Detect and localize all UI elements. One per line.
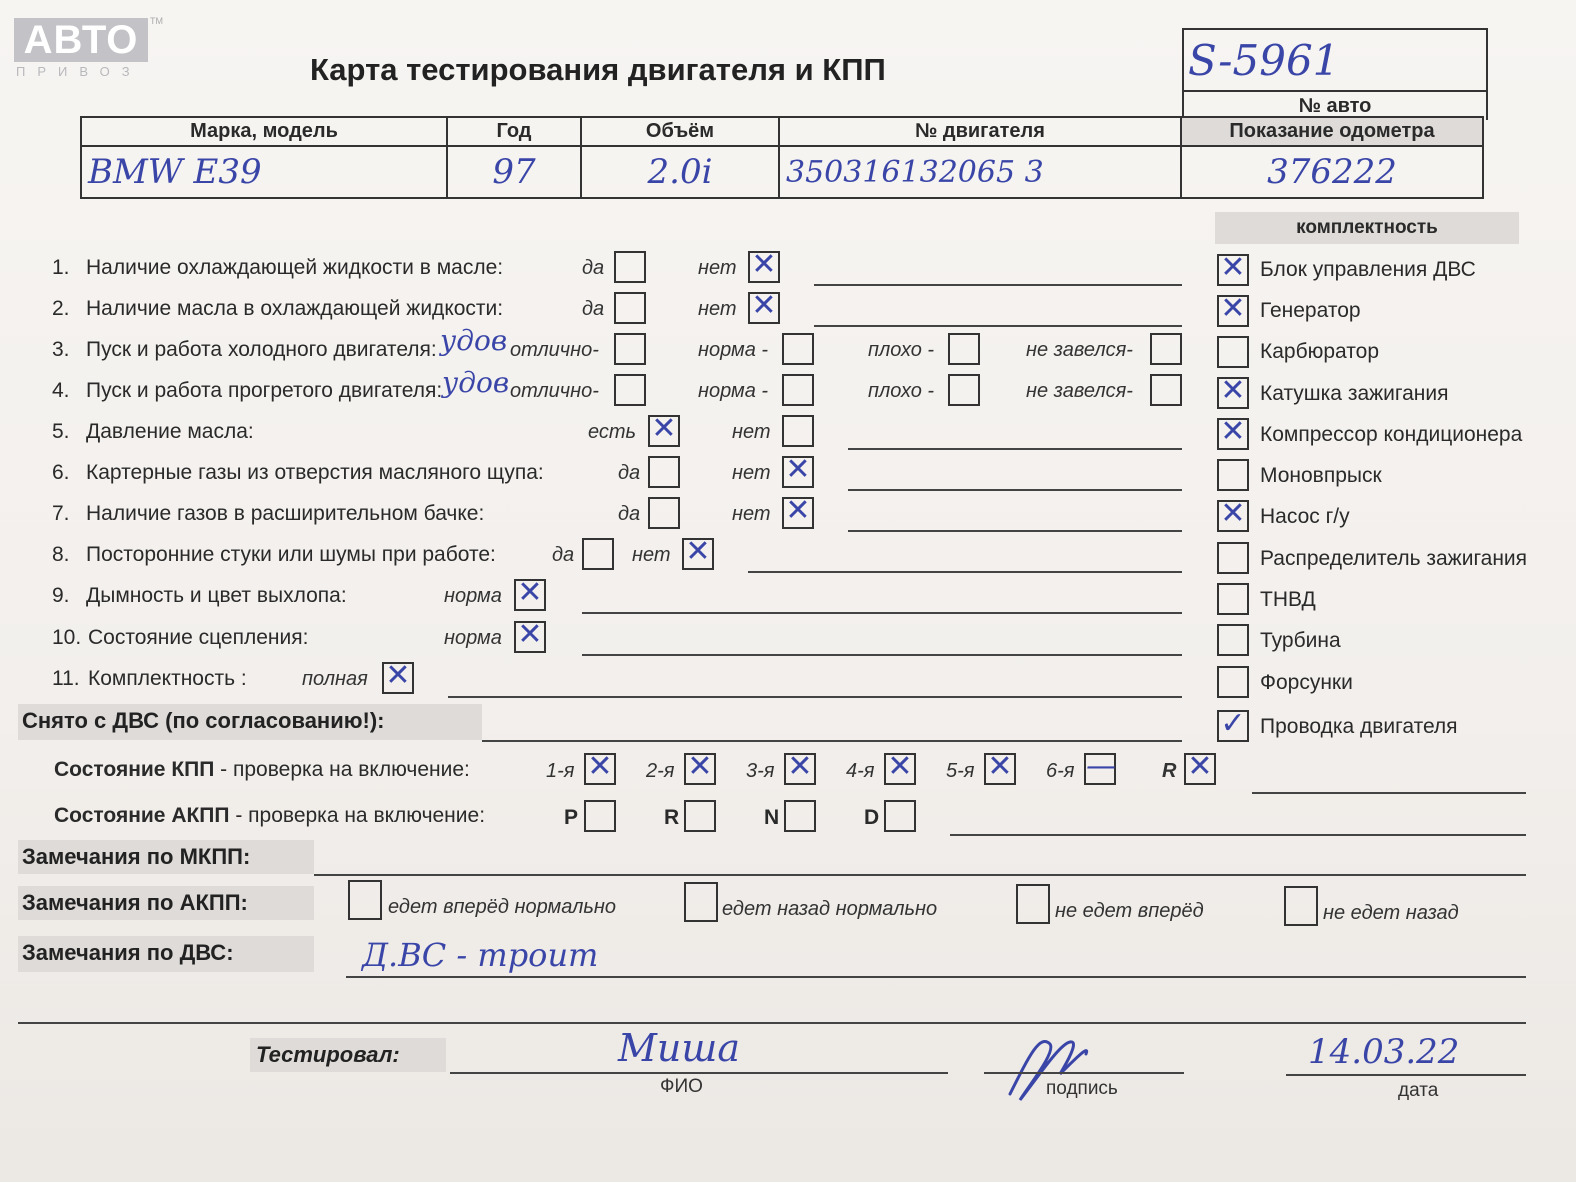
- col-volume: Объём: [581, 117, 779, 146]
- logo-tm: TM: [150, 16, 163, 26]
- komp-checkbox[interactable]: [1217, 583, 1249, 615]
- tested-label: Тестировал:: [256, 1042, 400, 1067]
- komp-checkbox[interactable]: [1217, 336, 1249, 368]
- akpp-remark-option: едет назад нормально: [722, 898, 938, 920]
- row-checkbox[interactable]: [1150, 374, 1182, 406]
- date-caption: дата: [1398, 1080, 1439, 1101]
- row-mark: ✕: [385, 658, 411, 693]
- remarks-akpp-label: Замечания по АКПП:: [22, 890, 248, 915]
- row-mark: ✕: [785, 493, 811, 528]
- komp-label: Распределитель зажигания: [1260, 547, 1528, 570]
- row-opt-excellent: отлично-: [510, 339, 599, 361]
- gear-label: 2-я: [646, 760, 675, 782]
- col-engine-no: № двигателя: [779, 117, 1181, 146]
- komp-checkbox[interactable]: [1217, 291, 1249, 327]
- row-mark: ✕: [751, 247, 777, 282]
- row-number: 11.: [52, 667, 80, 690]
- logo-brand: АВТО: [23, 18, 139, 62]
- gear-label: 5-я: [946, 760, 975, 782]
- val-model: [81, 146, 447, 198]
- row-checkbox-yes[interactable]: [582, 538, 614, 570]
- row-label: Пуск и работа холодного двигателя:: [86, 338, 437, 361]
- gear-label: 4-я: [846, 760, 875, 782]
- row-opt-excellent: отлично-: [510, 380, 599, 402]
- val-volume-text: 2.0i: [647, 152, 713, 192]
- gear-label: 6-я: [1046, 760, 1075, 782]
- dvs-line: [346, 976, 1526, 978]
- row-checkbox[interactable]: [514, 617, 546, 653]
- row-mark: ✕: [517, 575, 543, 610]
- row-checkbox-no[interactable]: [782, 493, 814, 529]
- col-year: Год: [447, 117, 581, 146]
- row-number: 9.: [52, 584, 70, 607]
- komp-mark: ✕: [1220, 250, 1246, 285]
- row-opt-no: нет: [732, 421, 771, 443]
- akpp-remark-checkbox[interactable]: [1016, 884, 1050, 924]
- gear-mark: ✕: [787, 749, 813, 784]
- row-opt-normal: норма: [444, 627, 502, 649]
- auto-number-box: [1182, 28, 1488, 92]
- row-label: Наличие газов в расширительном бачке:: [86, 502, 485, 525]
- remarks-dvs-note: Д.ВС - троит: [362, 936, 599, 974]
- col-model: Марка, модель: [81, 117, 447, 146]
- row-checkbox-yes[interactable]: [648, 456, 680, 488]
- row-opt-no: нет: [632, 544, 671, 566]
- row-line: [814, 284, 1182, 286]
- row-opt-bad: плохо -: [868, 380, 935, 402]
- akpp-mode-checkbox[interactable]: [884, 800, 916, 832]
- signature-line: [984, 1072, 1184, 1074]
- row-line: [448, 696, 1182, 698]
- val-year: [447, 146, 581, 198]
- row-opt-nostart: не завелся-: [1026, 380, 1133, 402]
- row-number: 4.: [52, 379, 70, 402]
- mkpp-line: [314, 874, 1526, 876]
- row-note: удов: [442, 366, 510, 399]
- row-number: 6.: [52, 461, 70, 484]
- komp-checkbox[interactable]: [1217, 666, 1249, 698]
- row-opt-no: нет: [698, 298, 737, 320]
- akpp-remark-option: едет вперёд нормально: [388, 896, 617, 918]
- row-opt-nostart: не завелся-: [1026, 339, 1133, 361]
- col-odometer: Показание одометра: [1181, 117, 1483, 146]
- row-mark: ✕: [785, 452, 811, 487]
- gear-mark: ✕: [887, 749, 913, 784]
- row-checkbox[interactable]: [782, 333, 814, 365]
- row-opt-no: нет: [732, 503, 771, 525]
- row-opt-normal: норма -: [698, 339, 769, 361]
- fio-caption: ФИО: [660, 1076, 703, 1097]
- akpp-mode-label: P: [564, 806, 579, 829]
- row-opt-normal: норма -: [698, 380, 769, 402]
- auto-number-value: S-5961: [1188, 36, 1340, 85]
- row-label: Картерные газы из отверстия масляного щупа:: [86, 461, 544, 484]
- komp-checkbox[interactable]: [1217, 250, 1249, 286]
- row-mark: ✕: [685, 534, 711, 569]
- row-checkbox[interactable]: [948, 374, 980, 406]
- row-checkbox-yes[interactable]: [648, 497, 680, 529]
- row-checkbox-yes[interactable]: [614, 292, 646, 324]
- kpp-label-rest: - проверка на включение:: [214, 758, 470, 781]
- komp-checkbox[interactable]: [1217, 706, 1249, 742]
- row-label: Давление масла:: [86, 420, 254, 443]
- row-checkbox[interactable]: [382, 658, 414, 694]
- row-label: Посторонние стуки или шумы при работе:: [86, 543, 496, 566]
- komp-mark: ✕: [1220, 373, 1246, 408]
- gear-mark: ✕: [687, 749, 713, 784]
- gear-label: 3-я: [746, 760, 775, 782]
- row-mark: ✕: [751, 288, 777, 323]
- row-line: [814, 325, 1182, 327]
- komp-checkbox[interactable]: [1217, 542, 1249, 574]
- snyato-label: Снято с ДВС (по согласованию!):: [22, 708, 385, 733]
- row-checkbox[interactable]: [614, 333, 646, 365]
- gear-mark: ✕: [987, 749, 1013, 784]
- akpp-mode-checkbox[interactable]: [584, 800, 616, 832]
- row-checkbox-no[interactable]: [748, 247, 780, 283]
- komp-label: Блок управления ДВС: [1260, 258, 1476, 281]
- komp-checkbox[interactable]: [1217, 373, 1249, 409]
- akpp-remark-checkbox[interactable]: [1284, 886, 1318, 926]
- row-mark: ✕: [517, 617, 543, 652]
- val-odometer: [1181, 146, 1483, 198]
- gear-checkbox[interactable]: [884, 749, 916, 785]
- row-checkbox-yes[interactable]: [614, 251, 646, 283]
- signature-caption: подпись: [1046, 1078, 1118, 1099]
- row-opt-bad: плохо -: [868, 339, 935, 361]
- row-opt-yes: да: [618, 503, 641, 525]
- akpp-remark-checkbox[interactable]: [684, 882, 718, 922]
- auto-number-label: № авто: [1182, 90, 1488, 120]
- row-line: [748, 571, 1182, 573]
- row-opt-yes: да: [552, 544, 575, 566]
- row-line: [848, 489, 1182, 491]
- remarks-dvs-label: Замечания по ДВС:: [22, 940, 234, 965]
- row-label: Пуск и работа прогретого двигателя:: [86, 379, 443, 402]
- row-checkbox[interactable]: [782, 374, 814, 406]
- komp-label: Карбюратор: [1260, 340, 1380, 363]
- row-opt-no: нет: [698, 257, 737, 279]
- akpp-mode-label: N: [764, 806, 780, 829]
- akpp-remark-checkbox[interactable]: [348, 880, 382, 920]
- row-line: [582, 612, 1182, 614]
- gear-checkbox[interactable]: [984, 749, 1016, 785]
- val-year-text: 97: [492, 152, 536, 192]
- komp-checkbox[interactable]: [1217, 459, 1249, 491]
- row-number: 1.: [52, 256, 70, 279]
- row-note: удов: [440, 324, 508, 357]
- gear-mark: ✕: [1187, 749, 1213, 784]
- dvs-line-2: [18, 1022, 1526, 1024]
- komp-mark: ✕: [1220, 291, 1246, 326]
- row-opt-normal: норма: [444, 585, 502, 607]
- komp-label: Моновпрыск: [1260, 464, 1382, 487]
- gear-checkbox[interactable]: [1084, 749, 1116, 785]
- row-line: [848, 448, 1182, 450]
- kpp-label: [54, 758, 470, 782]
- row-number: 7.: [52, 502, 70, 525]
- komp-label: Генератор: [1260, 299, 1361, 322]
- snyato-line: [482, 740, 1182, 742]
- row-number: 5.: [52, 420, 70, 443]
- row-label: Наличие масла в охлаждающей жидкости:: [86, 297, 504, 320]
- akpp-mode-label: R: [664, 806, 680, 829]
- akpp-label-bold: Состояние АКПП: [54, 804, 230, 827]
- row-opt-yes: да: [582, 298, 605, 320]
- gear-mark: —: [1086, 749, 1116, 784]
- akpp-label-rest: - проверка на включение:: [229, 804, 486, 827]
- komp-checkbox[interactable]: [1217, 496, 1249, 532]
- komp-mark: ✕: [1220, 496, 1246, 531]
- row-opt-no: нет: [732, 462, 771, 484]
- komp-label: Насос г/у: [1260, 505, 1350, 528]
- komp-label: Катушка зажигания: [1260, 382, 1449, 405]
- komp-mark: ✕: [1220, 414, 1246, 449]
- komp-label: Компрессор кондиционера: [1260, 423, 1523, 446]
- akpp-remark-option: не едет вперёд: [1055, 900, 1204, 922]
- row-opt-yes: да: [582, 257, 605, 279]
- row-label: Состояние сцепления:: [88, 626, 309, 649]
- row-line: [582, 654, 1182, 656]
- row-number: 2.: [52, 297, 70, 320]
- row-line: [848, 530, 1182, 532]
- page-title: Карта тестирования двигателя и КПП: [310, 52, 886, 87]
- fio-line: [450, 1072, 948, 1074]
- akpp-mode-checkbox[interactable]: [784, 800, 816, 832]
- akpp-mode-checkbox[interactable]: [684, 800, 716, 832]
- akpp-mode-label: D: [864, 806, 880, 829]
- date-value: 14.03.22: [1308, 1032, 1460, 1072]
- gear-mark: ✕: [587, 749, 613, 784]
- gear-checkbox[interactable]: [684, 749, 716, 785]
- komp-label: Турбина: [1260, 629, 1341, 652]
- row-checkbox-no[interactable]: [782, 452, 814, 488]
- row-checkbox-no[interactable]: [682, 534, 714, 570]
- row-checkbox[interactable]: [1150, 333, 1182, 365]
- kpp-label-bold: Состояние КПП: [54, 758, 215, 781]
- row-checkbox[interactable]: [614, 374, 646, 406]
- val-engine-no: [779, 146, 1181, 198]
- gear-label: R: [1162, 760, 1177, 782]
- komp-mark: ✓: [1220, 706, 1246, 741]
- row-number: 3.: [52, 338, 70, 361]
- komp-checkbox[interactable]: [1217, 624, 1249, 656]
- gear-checkbox[interactable]: [1184, 749, 1216, 785]
- row-checkbox-no[interactable]: [782, 415, 814, 447]
- val-odometer-text: 376222: [1267, 152, 1397, 192]
- header-table: [80, 116, 1484, 199]
- gear-checkbox[interactable]: [584, 749, 616, 785]
- komp-label: ТНВД: [1260, 588, 1316, 611]
- akpp-line: [950, 834, 1526, 836]
- tester-name: Миша: [618, 1026, 741, 1070]
- row-label: Дымность и цвет выхлопа:: [86, 584, 347, 607]
- row-checkbox-yes[interactable]: [648, 411, 680, 447]
- row-opt-yes: есть: [588, 421, 637, 443]
- row-label: Комплектность :: [88, 667, 247, 690]
- row-number: 8.: [52, 543, 70, 566]
- row-number: 10.: [52, 626, 82, 649]
- row-checkbox-no[interactable]: [748, 288, 780, 324]
- akpp-label: [54, 804, 485, 828]
- akpp-remark-option: не едет назад: [1323, 902, 1459, 924]
- row-mark: ✕: [651, 411, 677, 446]
- val-model-text: BMW E39: [88, 152, 262, 192]
- logo-sub: ПРИВОЗ: [16, 64, 142, 79]
- komplektnost-title: комплектность: [1215, 212, 1519, 244]
- row-opt-yes: да: [618, 462, 641, 484]
- val-volume: [581, 146, 779, 198]
- gear-label: 1-я: [546, 760, 575, 782]
- komp-label: Проводка двигателя: [1260, 715, 1458, 738]
- val-engine-no-text: 350316132065 3: [786, 154, 1044, 190]
- remarks-mkpp-label: Замечания по МКПП:: [22, 844, 251, 869]
- row-opt-full: полная: [302, 668, 368, 690]
- gear-checkbox[interactable]: [784, 749, 816, 785]
- row-checkbox[interactable]: [514, 575, 546, 611]
- row-checkbox[interactable]: [948, 333, 980, 365]
- komp-checkbox[interactable]: [1217, 414, 1249, 450]
- logo: [14, 18, 148, 62]
- date-line: [1286, 1074, 1526, 1076]
- kpp-line: [1252, 792, 1526, 794]
- komp-label: Форсунки: [1260, 671, 1353, 694]
- row-label: Наличие охлаждающей жидкости в масле:: [86, 256, 504, 279]
